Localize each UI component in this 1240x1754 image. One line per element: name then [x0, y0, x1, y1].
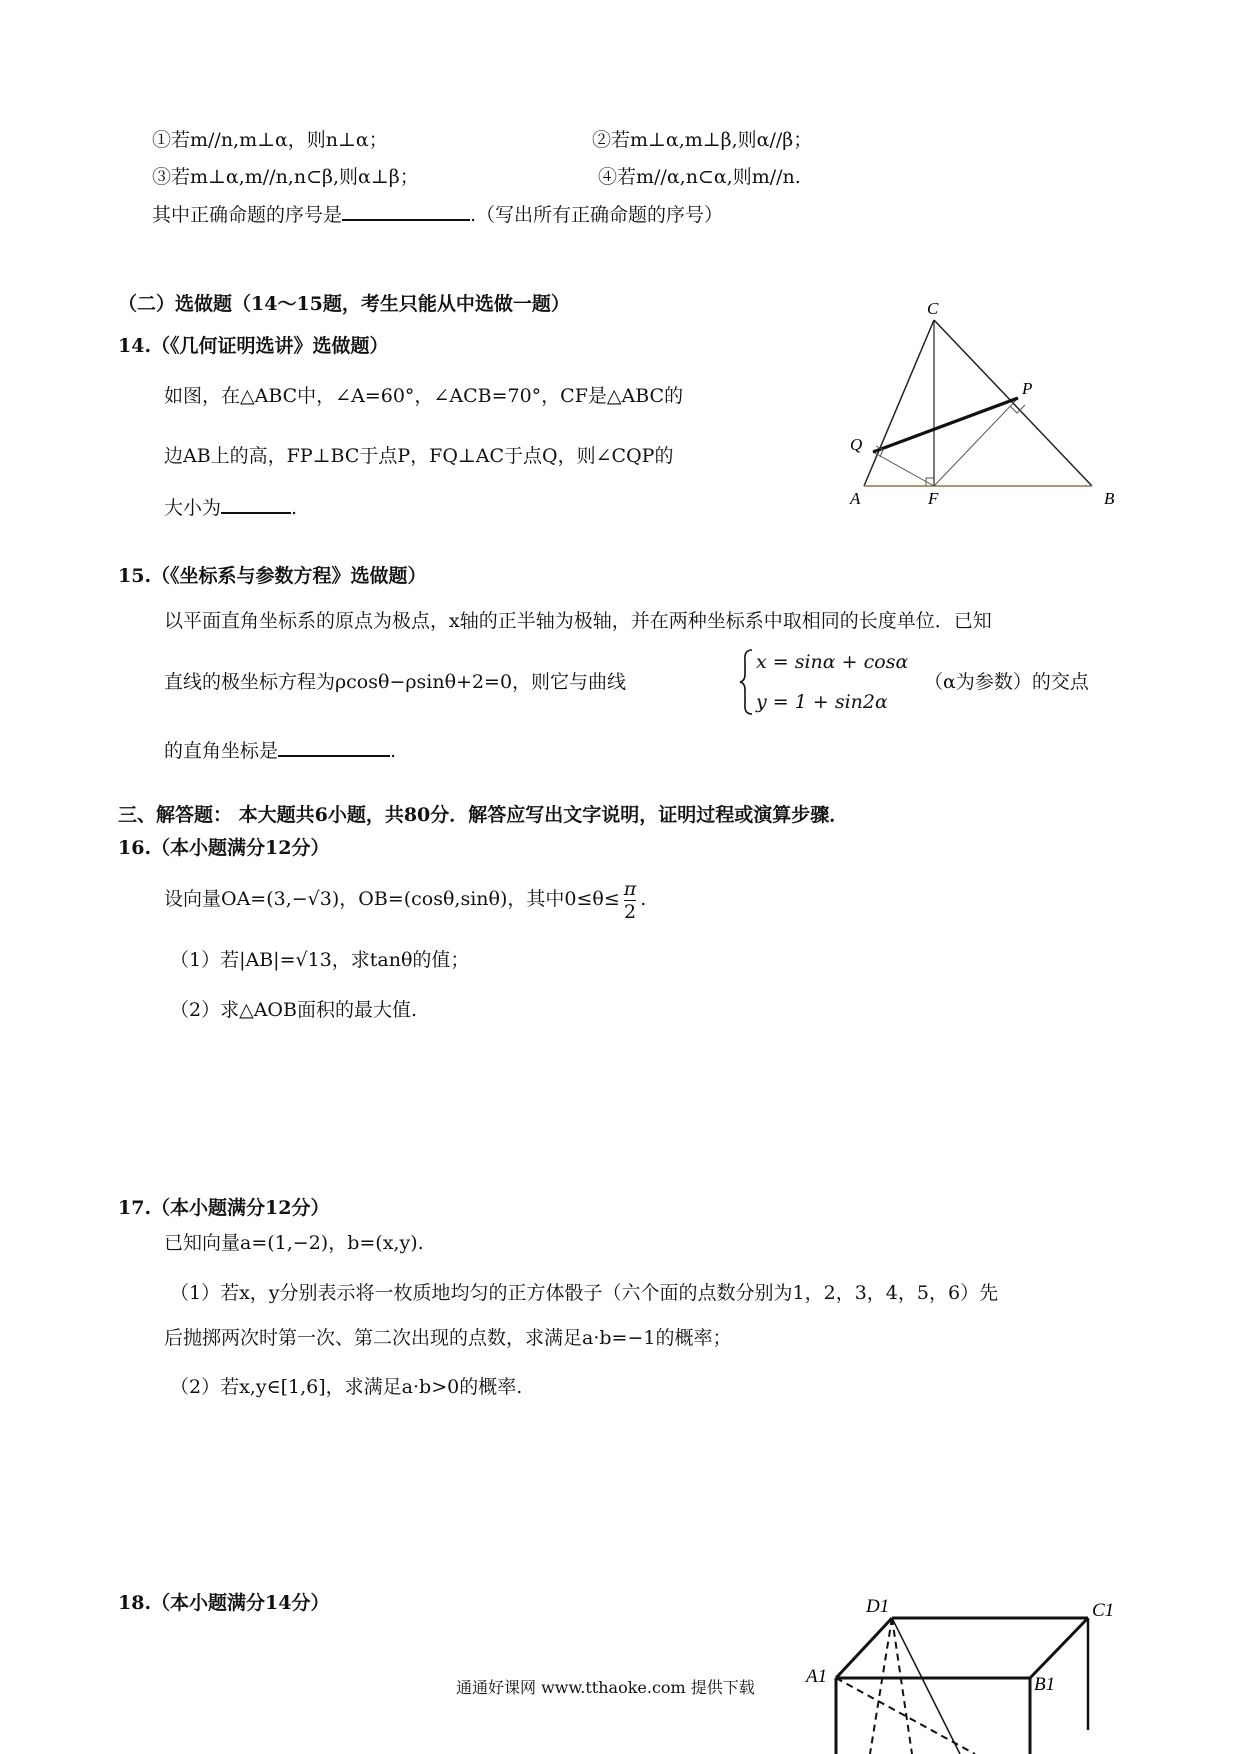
q17-subquestion-2: （2）若x,y∈[1,6]，求满足a·b>0的概率.	[170, 1376, 523, 1398]
page-footer: 通通好课网 www.tthaoke.com 提供下载	[456, 1678, 755, 1697]
q15-line-2-text: 直线的极坐标方程为ρcosθ−ρsinθ+2=0，则它与曲线	[164, 671, 627, 693]
label-c: C	[927, 299, 939, 318]
segment-fp	[934, 398, 1018, 486]
q15-line-3	[164, 739, 396, 763]
q15-equation-x: x = sinα + cosα	[756, 651, 909, 673]
answer-blank	[221, 496, 291, 514]
q17-title: 17.（本小题满分12分）	[118, 1197, 330, 1219]
side-ac	[864, 320, 934, 486]
fraction-numerator: π	[623, 877, 637, 900]
q14-line-2: 边AB上的高，FP⊥BC于点P，FQ⊥AC于点Q，则∠CQP的	[164, 445, 674, 467]
q14-triangle-figure	[830, 290, 1130, 520]
part3-header: 三、解答题： 本大题共6小题，共80分．解答应写出文字说明，证明过程或演算步骤．	[118, 804, 849, 826]
edge-b1c1	[1030, 1618, 1088, 1678]
label-a1: A1	[806, 1666, 828, 1687]
segment-fq	[873, 452, 934, 486]
q13-proposition-1: ①若m//n,m⊥α，则n⊥α；	[152, 129, 388, 151]
q14-line-3-text: 大小为	[164, 497, 222, 519]
q17-line-1: 已知向量a=(1,−2)，b=(x,y).	[164, 1232, 424, 1254]
q18-prism-figure	[800, 1590, 1130, 1754]
q13-question-text: 其中正确命题的序号是	[152, 204, 343, 226]
q14-line-3	[164, 496, 297, 520]
solid-d1-diag	[892, 1618, 960, 1754]
q14-line-1: 如图，在△ABC中，∠A=60°，∠ACB=70°，CF是△ABC的	[164, 385, 684, 407]
q16-line-1-text: 设向量OA=(3,−√3)，OB=(cosθ,sinθ)，其中0≤θ≤	[164, 888, 620, 910]
q15-equation-y: y = 1 + sin2α	[756, 691, 888, 713]
label-q: Q	[850, 435, 863, 454]
q15-line-3-text: 的直角坐标是	[164, 740, 279, 762]
label-b: B	[1104, 489, 1115, 508]
fraction-denominator: 2	[623, 900, 637, 923]
answer-blank	[278, 739, 390, 757]
q16-subquestion-2: （2）求△AOB面积的最大值.	[170, 999, 418, 1021]
optional-section-header: （二）选做题（14～15题，考生只能从中选做一题）	[118, 293, 570, 315]
q18-title: 18.（本小题满分14分）	[118, 1592, 330, 1614]
label-d1: D1	[866, 1596, 890, 1617]
pi-over-2-fraction	[624, 878, 637, 923]
segment-pq	[873, 398, 1018, 452]
q16-line-1-end: .	[640, 888, 647, 910]
label-b1: B1	[1034, 1674, 1056, 1695]
answer-blank	[342, 203, 470, 221]
label-a: A	[850, 489, 861, 508]
system-brace	[738, 648, 756, 716]
label-f: F	[928, 489, 939, 508]
q17-subquestion-1b: 后抛掷两次时第一次、第二次出现的点数，求满足a·b=−1的概率；	[164, 1327, 732, 1349]
q13-proposition-4: ④若m//α,n⊂α,则m//n.	[598, 166, 801, 188]
q16-title: 16.（本小题满分12分）	[118, 837, 330, 859]
q15-line-2-end: （α为参数）的交点	[924, 671, 1089, 693]
q15-line-1: 以平面直角坐标系的原点为极点，x轴的正半轴为极轴，并在两种坐标系中取相同的长度单位．已知	[164, 610, 992, 632]
q17-subquestion-1a: （1）若x，y分别表示将一枚质地均匀的正方体骰子（六个面的点数分别为1，2，3，4，5，6）先	[170, 1282, 999, 1304]
q13-question-note: .（写出所有正确命题的序号）	[470, 204, 724, 226]
right-angle-mark-p	[1010, 405, 1025, 413]
q13-question	[152, 203, 723, 227]
label-c1: C1	[1092, 1600, 1115, 1621]
q15-title: 15.（《坐标系与参数方程》选做题）	[118, 565, 427, 587]
q13-proposition-3: ③若m⊥α,m//n,n⊂β,则α⊥β；	[152, 166, 419, 188]
q14-title: 14.（《几何证明选讲》选做题）	[118, 335, 389, 357]
label-p: P	[1022, 379, 1033, 398]
q14-line-3-end: .	[291, 497, 298, 519]
q13-proposition-2: ②若m⊥α,m⊥β,则α//β；	[592, 129, 813, 151]
q16-line-1	[164, 874, 646, 924]
q16-subquestion-1: （1）若|AB|=√13，求tanθ的值；	[170, 949, 470, 971]
q15-line-3-end: .	[390, 740, 397, 762]
